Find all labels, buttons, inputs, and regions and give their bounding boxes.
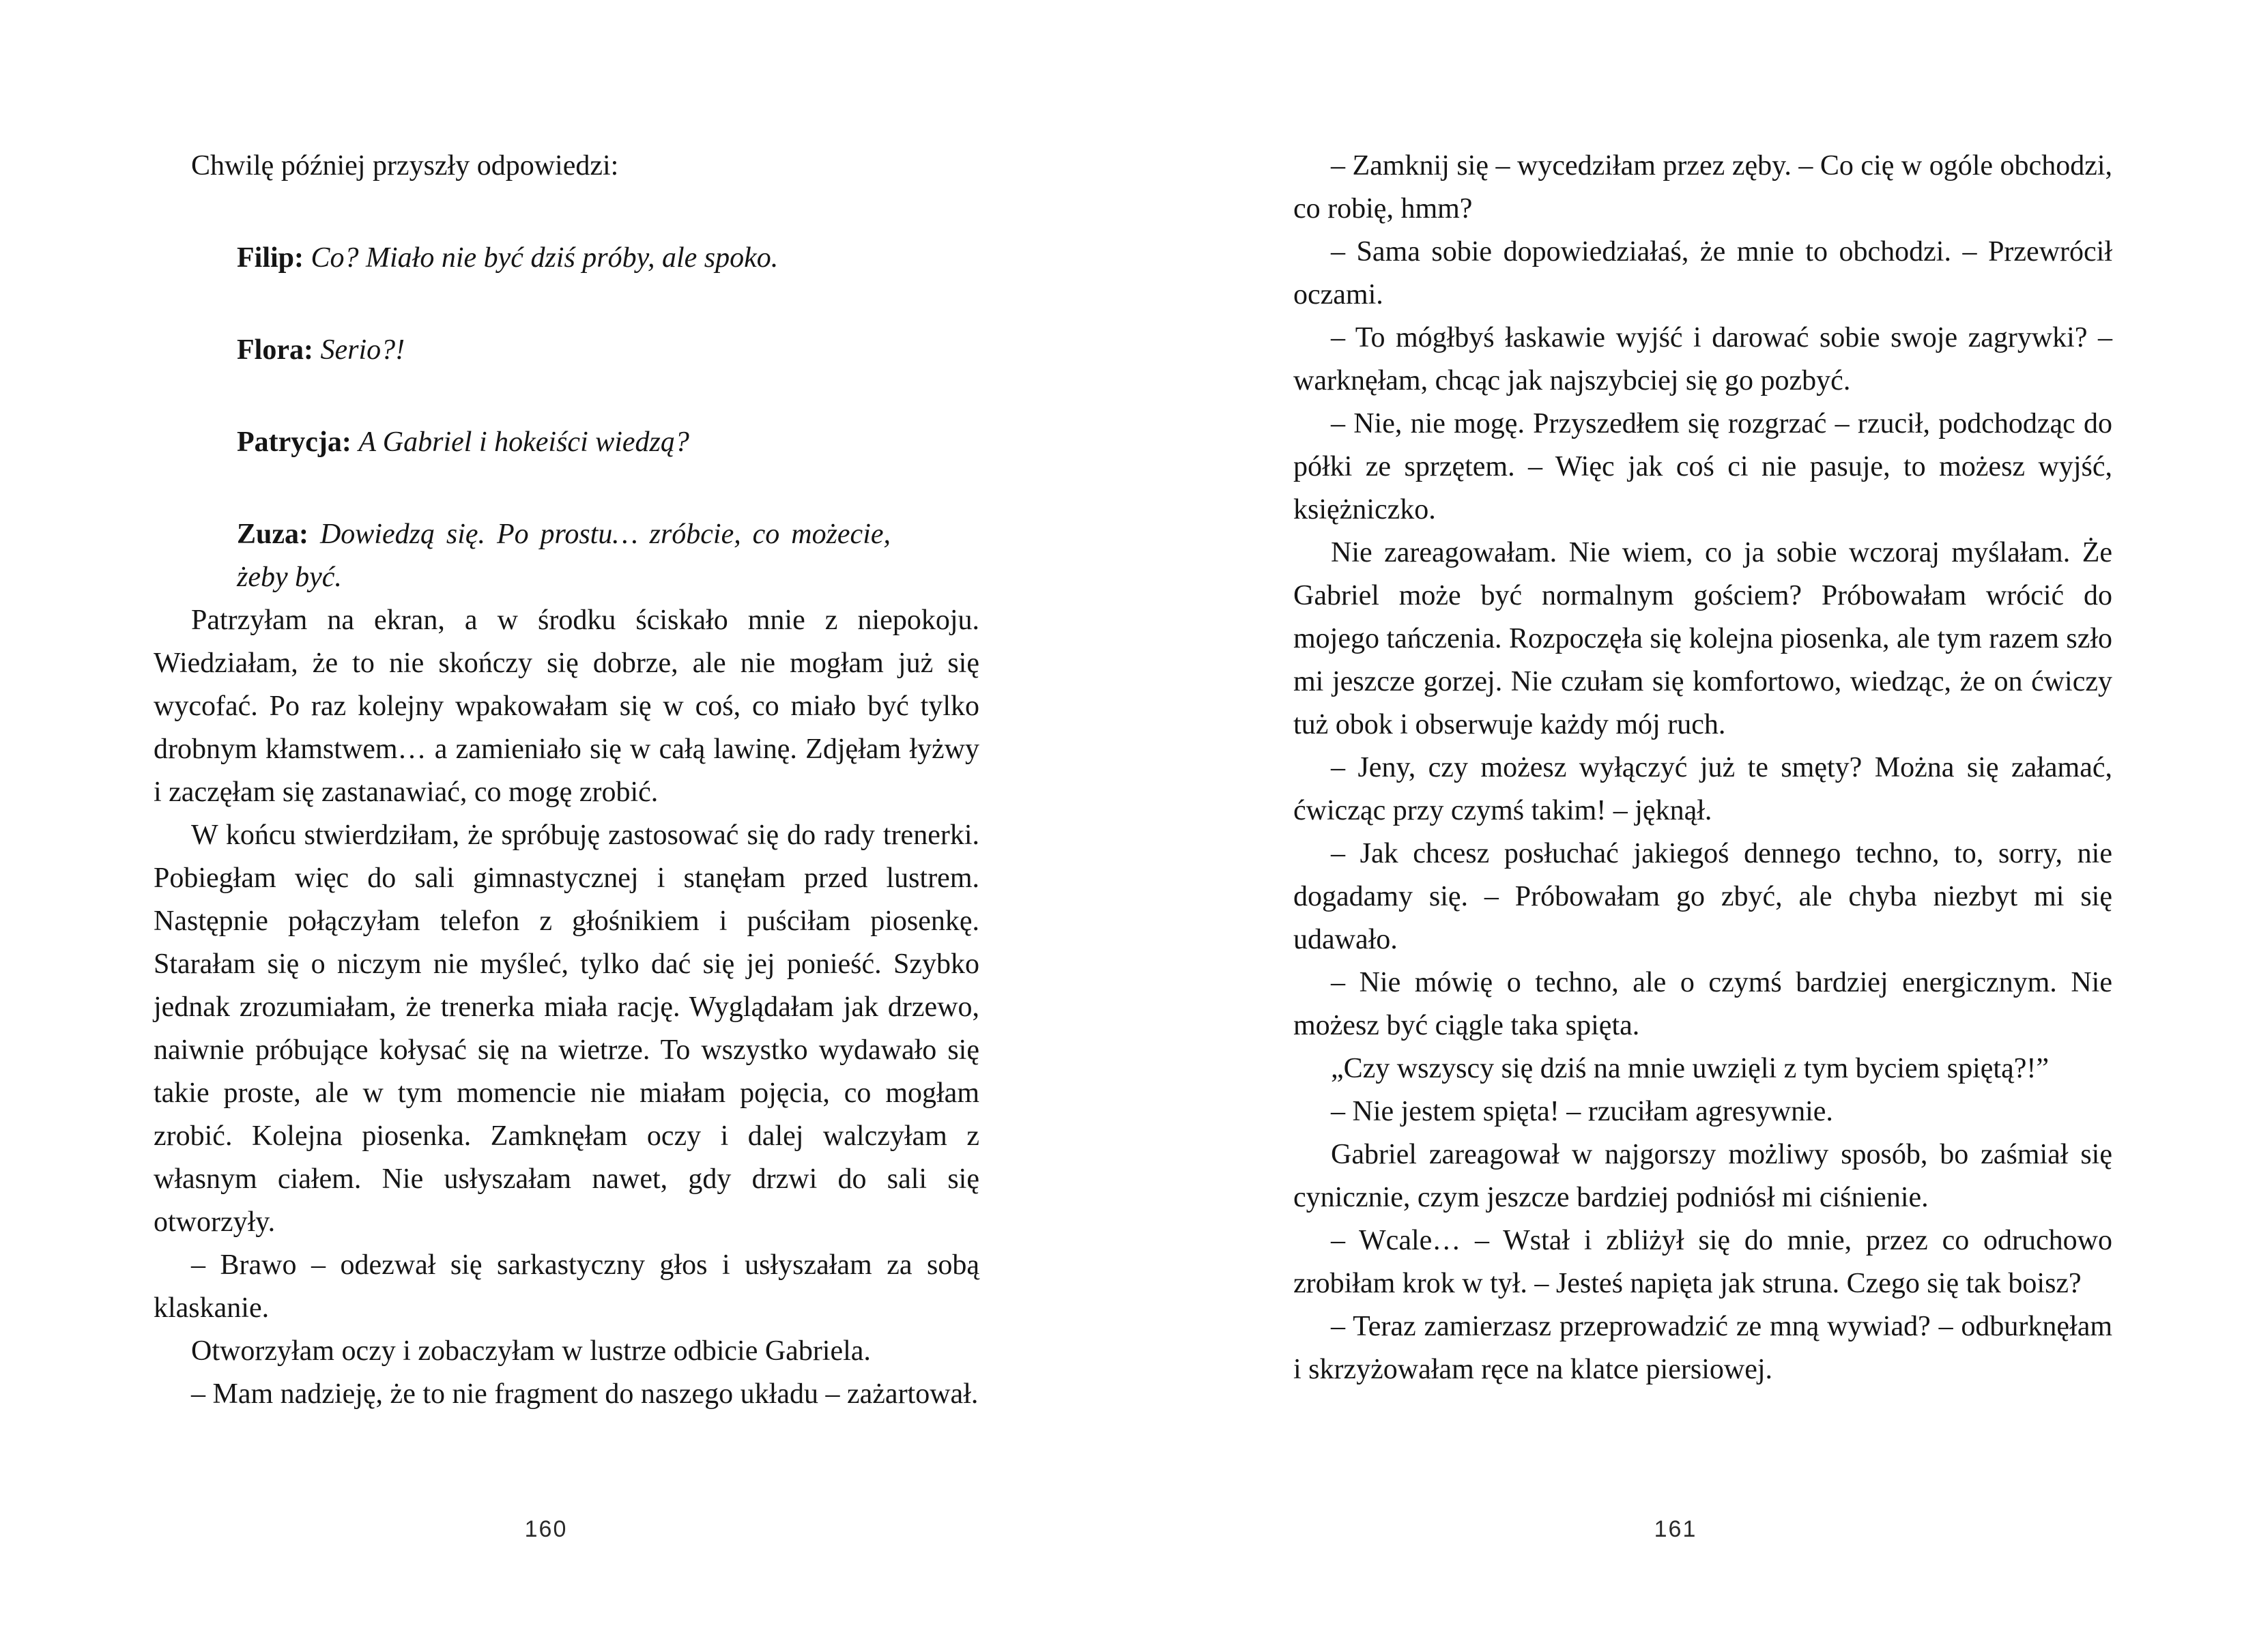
paragraph: Patrzyłam na ekran, a w środku ściskało mnie z niepokoju. Wiedziałam, że to nie skończy się dobrze, ale nie mogłam już się wycofać. Po raz kolejny wpakowałam się w coś, co miało być tylko drobnym kłamstwem… a zamieniało się w całą lawinę. Zdjęłam łyżwy i zaczęłam się zastanawiać, co mogę zrobić.	[154, 605, 979, 808]
chat-message-text: A Gabriel i hokeiści wiedzą?	[358, 426, 689, 458]
paragraph: – Jak chcesz posłuchać jakiegoś dennego techno, to, sorry, nie dogadamy się. – Próbowałam go zbyć, ale chyba niezbyt mi się udawało.	[1293, 838, 2112, 955]
paragraph: – Sama sobie dopowiedziałaś, że mnie to obchodzi. – Przewrócił oczami.	[1293, 236, 2112, 310]
chat-sender-name: Patrycja:	[237, 426, 351, 458]
paragraph: „Czy wszyscy się dziś na mnie uwzięli z tym byciem spiętą?!”	[1331, 1053, 2049, 1084]
paragraph: – Mam nadzieję, że to nie fragment do naszego układu – zażartował.	[191, 1378, 979, 1410]
chat-message	[237, 237, 891, 280]
chat-message	[237, 421, 891, 464]
chat-message-text: Serio?!	[320, 334, 405, 366]
paragraph: Otworzyłam oczy i zobaczyłam w lustrze odbicie Gabriela.	[191, 1335, 871, 1367]
paragraph: – To mógłbyś łaskawie wyjść i darować sobie swoje zagrywki? – warknęłam, chcąc jak najszybciej się go pozbyć.	[1293, 322, 2112, 396]
chat-message	[237, 513, 891, 599]
paragraph: – Nie, nie mogę. Przyszedłem się rozgrzać – rzucił, podchodząc do półki ze sprzętem. – Więc jak coś ci nie pasuje, to możesz wyjść, księżniczko.	[1293, 408, 2112, 525]
chat-message-text: Dowiedzą się. Po prostu… zróbcie, co możecie, żeby być.	[237, 519, 891, 593]
paragraph: – Nie jestem spięta! – rzuciłam agresywnie.	[1331, 1096, 1833, 1127]
page-right	[1293, 145, 2112, 1391]
page-number: 160	[524, 1516, 568, 1542]
paragraph: Nie zareagowałam. Nie wiem, co ja sobie wczoraj myślałam. Że Gabriel może być normalnym gościem? Próbowałam wrócić do mojego tańczenia. Rozpoczęła się kolejna piosenka, ale tym razem szło mi jeszcze gorzej. Nie czułam się komfortowo, wiedząc, że on ćwiczy tuż obok i obserwuje każdy mój ruch.	[1293, 537, 2113, 740]
chat-sender-name: Zuza:	[237, 519, 308, 550]
chat-sender-name: Filip:	[237, 242, 304, 274]
paragraph: – Wcale… – Wstał i zbliżył się do mnie, przez co odruchowo zrobiłam krok w tył. – Jesteś napięta jak struna. Czego się tak boisz?	[1293, 1225, 2112, 1299]
paragraph: – Zamknij się – wycedziłam przez zęby. – Co cię w ogóle obchodzi, co robię, hmm?	[1293, 150, 2112, 224]
chat-message	[237, 329, 891, 372]
paragraph: Chwilę później przyszły odpowiedzi:	[191, 150, 619, 182]
chat-sender-name: Flora:	[237, 334, 313, 366]
chat-message-text: Co? Miało nie być dziś próby, ale spoko.	[311, 242, 779, 274]
paragraph: – Brawo – odezwał się sarkastyczny głos i usłyszałam za sobą klaskanie.	[154, 1249, 979, 1324]
paragraph: – Teraz zamierzasz przeprowadzić ze mną wywiad? – odburknęłam i skrzyżowałam ręce na klatce piersiowej.	[1293, 1311, 2112, 1385]
page-number: 161	[1654, 1516, 1697, 1542]
paragraph: W końcu stwierdziłam, że spróbuję zastosować się do rady trenerki. Pobiegłam więc do sali gimnastycznej i stanęłam przed lustrem. Następnie połączyłam telefon z głośnikiem i puściłam piosenkę. Starałam się o niczym nie myśleć, tylko dać się jej ponieść. Szybko jednak zrozumiałam, że trenerka miała rację. Wyglądałam jak drzewo, naiwnie próbujące kołysać się na wietrze. To wszystko wydawało się takie proste, ale w tym momencie nie miałam pojęcia, co mogłam zrobić. Kolejna piosenka. Zamknęłam oczy i dalej walczyłam z własnym ciałem. Nie usłyszałam nawet, gdy drzwi do sali się otworzyły.	[154, 820, 979, 1238]
paragraph: – Nie mówię o techno, ale o czymś bardziej energicznym. Nie możesz być ciągle taka spięta.	[1293, 967, 2112, 1041]
paragraph: – Jeny, czy możesz wyłączyć już te smęty? Można się załamać, ćwicząc przy czymś takim! – jęknął.	[1293, 752, 2112, 826]
paragraph: Gabriel zareagował w najgorszy możliwy sposób, bo zaśmiał się cynicznie, czym jeszcze bardziej podniósł mi ciśnienie.	[1293, 1139, 2112, 1213]
page-left	[154, 145, 979, 1416]
